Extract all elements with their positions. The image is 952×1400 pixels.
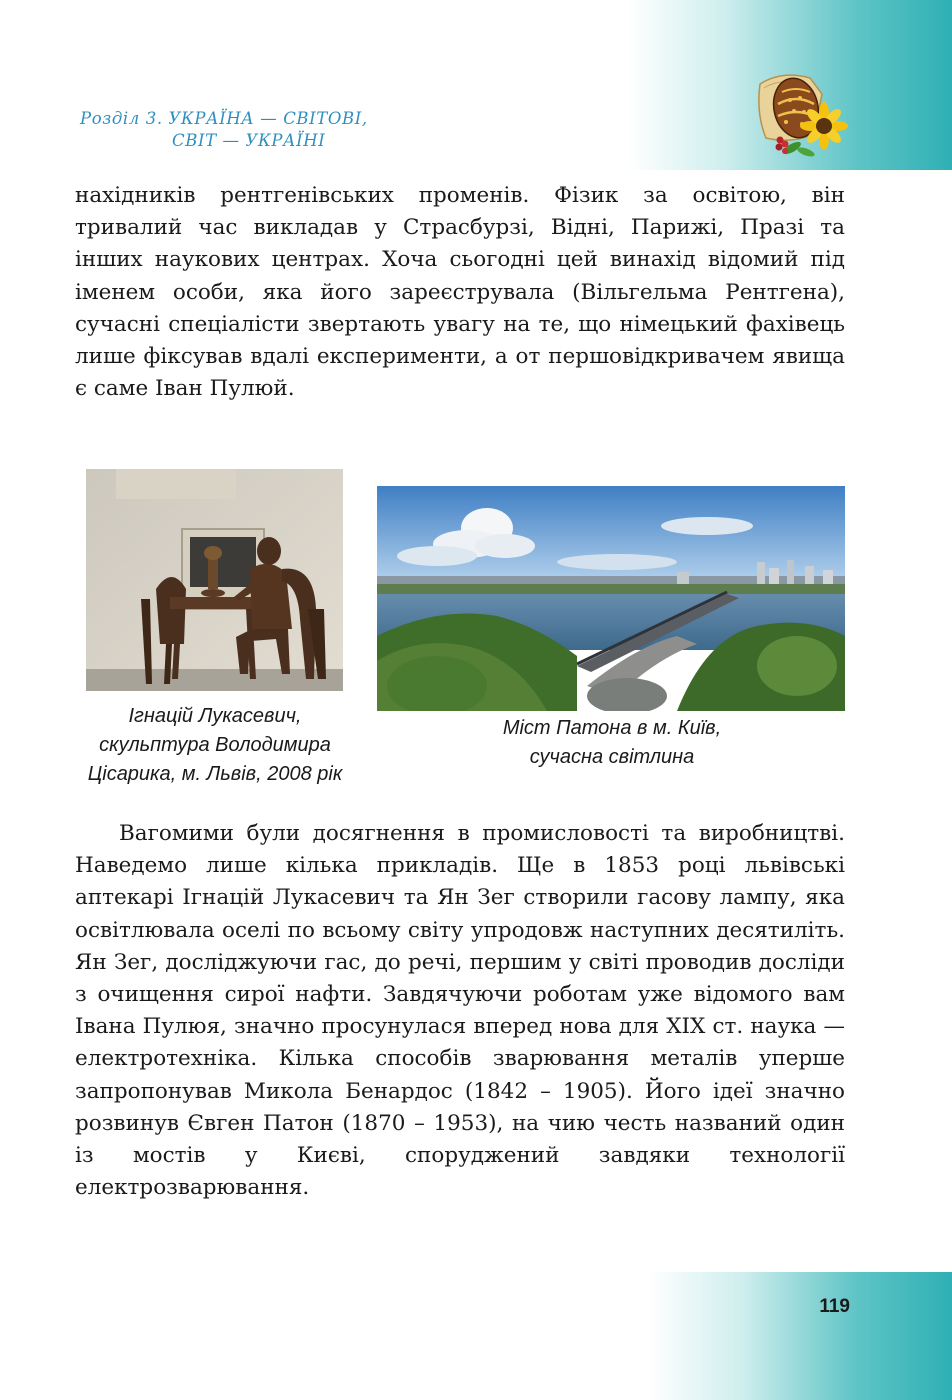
caption-line: скульптура Володимира [99, 734, 331, 756]
section-header-line2: СВІТ — УКРАЇНІ [172, 131, 326, 150]
caption-line: Цісарика, м. Львів, 2008 рік [87, 763, 343, 785]
section-header-line1: Розділ 3. УКРАЇНА — СВІТОВІ, [80, 109, 368, 128]
lukasevych-sculpture-photo [86, 469, 343, 691]
paragraph-1: нахідників рентгенівських променів. Фізик за освітою, він тривалий час викладав у Страсбурзі, Відні, Парижі, Празі та інших наукових центрах. Хоча сьогодні цей винахід відомий під іменем особи, яка його зареєструвала (Вільгельма Рентгена), сучасні спеціалісти звертають увагу на те, що німецький фахівець лише фіксував вдалі експерименти, а от першовідкривачем явища є саме Іван Пулюй. [75, 183, 845, 402]
caption-lukasevych [60, 702, 370, 789]
page-number: 119 [819, 1296, 850, 1317]
paton-bridge-photo [377, 486, 845, 711]
section-header [80, 108, 440, 152]
caption-line: сучасна світлина [529, 746, 695, 768]
easter-egg-sunflower-icon [752, 64, 852, 164]
bottom-gradient-band [0, 1272, 952, 1400]
caption-line: Міст Патона в м. Київ, [502, 717, 722, 739]
paragraph-2: Вагомими були досягнення в промисловості та виробництві. Наведемо лише кілька прикладів. Ще в 1853 році львівські аптекарі Ігнацій Лукасевич та Ян Зег створили гасову лампу, яка освітлювала оселі по всьому світу упродовж наступних десятиліть. Ян Зег, досліджуючи гас, до речі, першим у світі проводив досліди з очищення сирої нафти. Завдячуючи роботам уже відомого вам Івана Пулюя, значно просунулася вперед нова для XIX ст. наука — електротехніка. Кілька способів зварювання металів уперше запропонував Микола Бенардос (1842 – 1905). Його ідеї значно розвинув Євген Патон (1870 – 1953), на чию честь названий один із мостів у Києві, споруджений завдяки технології електрозварювання. [75, 821, 845, 1201]
caption-line: Ігнацій Лукасевич, [128, 705, 302, 727]
caption-paton-bridge [452, 714, 772, 772]
